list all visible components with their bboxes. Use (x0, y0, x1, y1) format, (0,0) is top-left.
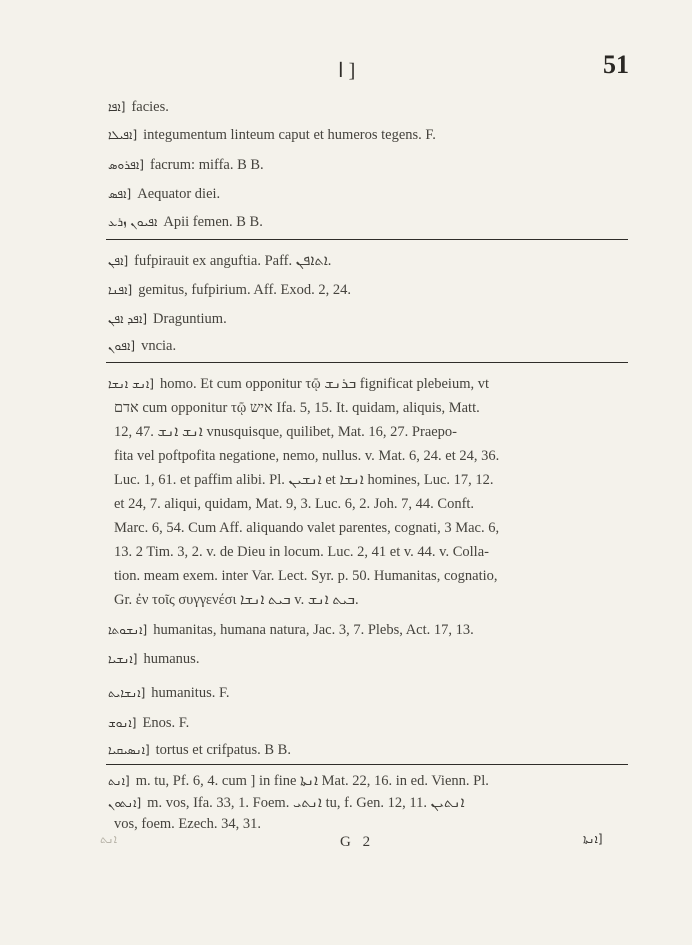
entry-line (108, 772, 628, 790)
entry-line (108, 337, 628, 355)
header-mark: ا ] (338, 60, 356, 82)
syriac-headword: ܐܢܘܫ] (108, 716, 137, 730)
entry-text: Apii femen. B B. (163, 214, 263, 230)
entry-line (108, 447, 628, 465)
entry-line (108, 650, 628, 668)
entry-line (108, 126, 628, 144)
entry-text: Aequator diei. (137, 186, 221, 202)
entry-line (108, 714, 628, 732)
entry-line (108, 543, 628, 561)
entry-line (108, 252, 628, 270)
syriac-headword: ܐܦܣ] (108, 187, 132, 201)
entry-text: m. vos, Ifa. 33, 1. Foem. ܐܢܬܝ tu, f. Gen. 12, 11. ܐܢܬܝܢ (147, 795, 465, 811)
syriac-headword: ܐܢܫܐܝܬ] (108, 686, 146, 700)
entry-text: vncia. (141, 338, 177, 354)
entry-line (108, 281, 628, 299)
syriac-headword: ܐܦܪܘܣ] (108, 158, 144, 172)
entry-text: tion. meam exem. inter Var. Lect. Syr. p. 50. Humanitas, cognatio, (114, 568, 498, 584)
entry-line (108, 185, 628, 203)
syriac-headword: ܐܢܫ ܐܢܫܐ] (108, 377, 154, 391)
entry-text: Gr. ἐν τοῖς συγγενέσι ܒܝܬ ܐܢܫܐ v. ܒܝܬ ܐܢܫ. (114, 592, 359, 608)
entry-text: integumentum linteum caput et humeros tegens. F. (143, 127, 436, 143)
syriac-headword: ܐܦܐ] (108, 100, 126, 114)
section-rule (106, 764, 628, 765)
entry-text: tortus et crifpatus. B B. (155, 742, 291, 758)
entry-line (108, 794, 628, 812)
entry-text: humanitus. F. (151, 685, 230, 701)
entry-line (108, 567, 628, 585)
entry-line (108, 741, 628, 759)
entry-text: fita vel poftpofita negatione, nemo, nullus. v. Mat. 6, 24. et 24, 36. (114, 448, 500, 464)
entry-text: et 24, 7. aliqui, quidam, Mat. 9, 3. Luc. 6, 2. Joh. 7, 44. Conft. (114, 496, 475, 512)
entry-text: homo. Et cum opponitur τῷ ܒܪܢܫ fignificat plebeium, vt (159, 376, 490, 392)
syriac-headword: ܐܢܬܘܢ] (108, 796, 142, 810)
entry-text: gemitus, fufpirium. Aff. Exod. 2, 24. (138, 282, 352, 298)
syriac-headword: ܐܢܣܝܩܝܐ] (108, 743, 150, 757)
entry-text: 12, 47. ܐܢܫ ܐܢܫ vnusquisque, quilibet, Mat. 16, 27. Praepo- (114, 424, 458, 440)
entry-text: Luc. 1, 61. et paffim alibi. Pl. ܐܢܫܝܢ et ܐܢܫܐ homines, Luc. 17, 12. (114, 472, 494, 488)
syriac-headword: ܐܦܘܢ] (108, 339, 136, 353)
entry-text: humanus. (143, 651, 200, 667)
syriac-headword: ܐܢܫܝܐ] (108, 652, 138, 666)
bleed-through-text: ܐܢܬ (100, 832, 118, 846)
syriac-headword: ܐܦܢܐ] (108, 283, 133, 297)
page-number: 51 (603, 50, 629, 79)
signature-mark: G 2 (340, 834, 375, 850)
entry-text: fufpirauit ex anguftia. Paff. ܐܬܐܦܢ. (134, 253, 332, 269)
entry-line (108, 495, 628, 513)
section-rule (106, 239, 628, 240)
entry-text: Enos. F. (142, 715, 190, 731)
catchword: ܐܢܬܐ] (583, 832, 603, 846)
entry-text: 13. 2 Tim. 3, 2. v. de Dieu in locum. Luc. 2, 41 et v. 44. v. Colla- (114, 544, 489, 560)
entry-text: humanitas, humana natura, Jac. 3, 7. Plebs, Act. 17, 13. (153, 622, 474, 638)
entry-line (108, 519, 628, 537)
syriac-headword: ܐܦܝܠܐ] (108, 128, 138, 142)
entry-text: Marc. 6, 54. Cum Aff. aliquando valet parentes, cognati, 3 Mac. 6, (114, 520, 500, 536)
entry-line (108, 684, 628, 702)
entry-line (108, 423, 628, 441)
entry-text: vos, foem. Ezech. 34, 31. (114, 816, 261, 832)
syriac-headword: ܐܢܬ] (108, 774, 130, 788)
syriac-headword: ܐܦܕ ܐܦܢ] (108, 312, 148, 326)
entry-line (108, 591, 628, 609)
syriac-headword: ܐܦܢ] (108, 254, 129, 268)
entry-line (108, 621, 628, 639)
entry-line (108, 310, 628, 328)
syriac-headword: ܐܢܫܘܬܐ] (108, 623, 148, 637)
entry-text: Draguntium. (153, 311, 227, 327)
entry-line (108, 156, 628, 174)
entry-text: m. tu, Pf. 6, 4. cum ] in fine ܐܢܬܐ Mat. 22, 16. in ed. Vienn. Pl. (135, 773, 489, 789)
entry-text: facies. (131, 99, 169, 115)
entry-text: אדם cum opponitur τῷ איש Ifa. 5, 15. It. quidam, aliquis, Matt. (114, 400, 480, 416)
entry-text: facrum: miffa. B B. (149, 157, 264, 173)
section-rule (106, 362, 628, 363)
entry-line (108, 213, 628, 231)
entry-line (108, 815, 628, 833)
entry-line (108, 98, 628, 116)
entry-line (108, 399, 628, 417)
syriac-headword: ܐܦܝܘܢ ܙܪܥ (108, 215, 158, 229)
entry-line (108, 471, 628, 489)
entry-line (108, 375, 628, 393)
